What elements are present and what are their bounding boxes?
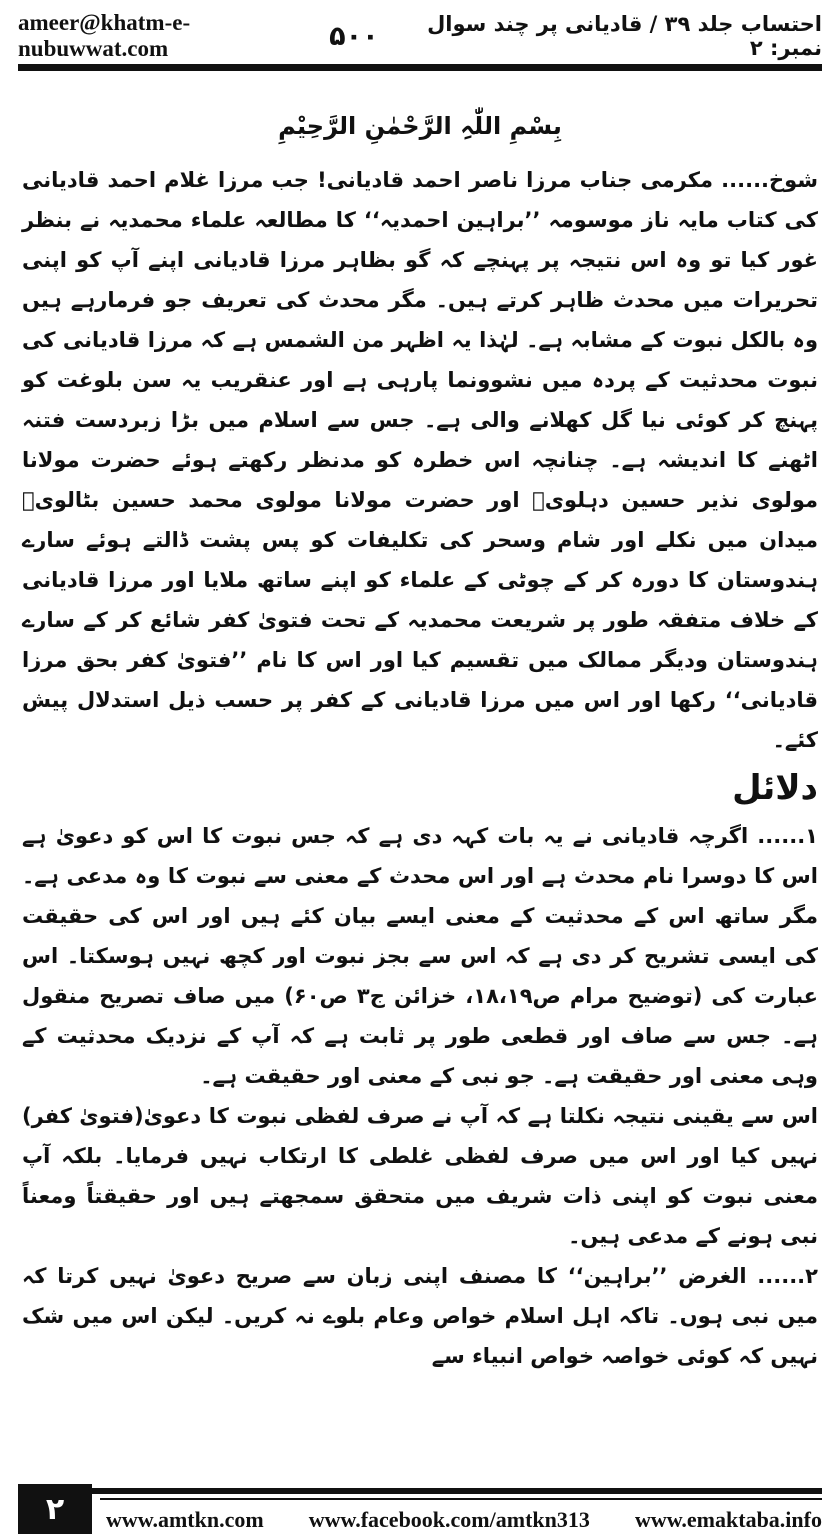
bismillah: بِسْمِ اللّٰہِ الرَّحْمٰنِ الرَّحِیْمِ	[278, 112, 562, 140]
footer-page-number: ۲	[18, 1484, 92, 1534]
footer-rule	[18, 1488, 822, 1494]
footer-link-amtkn[interactable]: www.amtkn.com	[106, 1507, 264, 1532]
paragraph-intro: شوخ...... مکرمی جناب مرزا ناصر احمد قادیانی! جب مرزا غلام احمد قادیانی کی کتاب مایہ ناز موسومہ ’’براہین احمدیہ‘‘ کا مطالعہ علماء محمدیہ نے بنظر غور کیا تو وہ اس نتیجہ پر پہنچے کہ گو بظاہر مرزا قادیانی اپنے آپ کو اپنی تحریرات میں محدث ظاہر کرتے ہیں۔ مگر محدث کی تعریف جو فرمارہے ہیں وہ بالکل نبوت کے مشابہ ہے۔ لہٰذا یہ اظہر من الشمس ہے کہ مرزا قادیانی کی نبوت محدثیت کے پردہ میں نشوونما پارہی ہے اور عنقریب یہ سن بلوغت کو پہنچ کر کوئی نیا گل کھلانے والی ہے۔ جس سے اسلام میں بڑا زبردست فتنہ اٹھنے کا اندیشہ ہے۔ چنانچہ اس خطرہ کو مدنظر رکھتے ہوئے حضرت مولانا مولوی نذیر حسین دہلویؒ اور حضرت مولانا مولوی محمد حسین بٹالویؒ میدان میں نکلے اور شام وسحر کی تکلیفات کو پس پشت ڈالتے ہوئے سارے ہندوستان کا دورہ کر کے چوٹی کے علماء کو اپنے ساتھ ملایا اور مرزا قادیانی کے خلاف متفقہ طور پر شریعت محمدیہ کے تحت فتویٰ کفر شائع کر کے سارے ہندوستان ودیگر ممالک میں تقسیم کیا اور اس کا نام ’’فتویٰ کفر بحق مرزا قادیانی‘‘ رکھا اور اس میں مرزا قادیانی کے کفر پر حسب ذیل استدلال پیش کئے۔	[22, 168, 818, 752]
header-left	[18, 10, 379, 62]
paragraph-dalil-1: ۱...... اگرچہ قادیانی نے یہ بات کہہ دی ہے کہ جس نبوت کا اس کو دعویٰ ہے اس کا دوسرا نام محدث ہے اور اس محدث کے معنی سے نبوت کا وہ مدعی ہے۔ مگر ساتھ اس کے محدثیت کے معنی ایسے بیان کئے ہیں اور اس کی حقیقت کی ایسی تشریح کر دی ہے کہ اس سے بجز نبوت اور کچھ نہیں ہوسکتا۔ اس عبارت کی (توضیح مرام ص۱۸،۱۹، خزائن ج۳ ص۶۰) میں صاف تصریح منقول ہے۔ جس سے صاف اور قطعی طور پر ثابت ہے کہ آپ کے نزدیک محدثیت کے وہی معنی اور حقیقت ہے۔ جو نبی کے معنی اور حقیقت ہے۔	[22, 824, 819, 1088]
header-rule	[18, 64, 822, 71]
footer-link-emaktaba[interactable]: www.emaktaba.info	[634, 1507, 822, 1532]
header-email: ameer@khatm-e-nubuwwat.com	[18, 10, 191, 61]
header-title: احتساب جلد ۳۹ / قادیانی پر چند سوال نمبر: ۲	[427, 12, 822, 60]
paragraph-conclusion-text: اس سے یقینی نتیجہ نکلتا ہے کہ آپ نے صرف لفظی نبوت کا دعویٰ نہیں کیا اور اس میں صرف لفظی غلطی کا ارتکاب نہیں فرمایا۔ بلکہ آپ معنی نبوت کو اپنی ذات شریف میں متحقق سمجھتے ہیں اور حقیقتاً ومعناً نبی ہونے کے مدعی ہیں۔	[22, 1104, 818, 1248]
page-header	[18, 10, 822, 61]
main-text	[22, 160, 818, 1376]
footer-links	[106, 1504, 822, 1536]
paragraph-dalil-2: ۲...... الغرض ’’براہین‘‘ کا مصنف اپنی زبان سے صریح دعویٰ نہیں کرتا کہ میں نبی ہوں۔ تاکہ اہل اسلام خواص وعام بلوے نہ کریں۔ لیکن اس میں شک نہیں کہ کوئی خواصہ خواص انبیاء سے	[22, 1264, 818, 1368]
fatwa-reference: (فتویٰ کفر)	[22, 1104, 144, 1128]
dalail-heading: دلائل	[732, 768, 818, 808]
footer-rule-thin	[100, 1498, 822, 1500]
header-page-number: ۵۰۰	[329, 20, 379, 52]
paragraph-conclusion	[22, 1096, 818, 1256]
footer-link-facebook[interactable]: www.facebook.com/amtkn313	[308, 1507, 590, 1532]
